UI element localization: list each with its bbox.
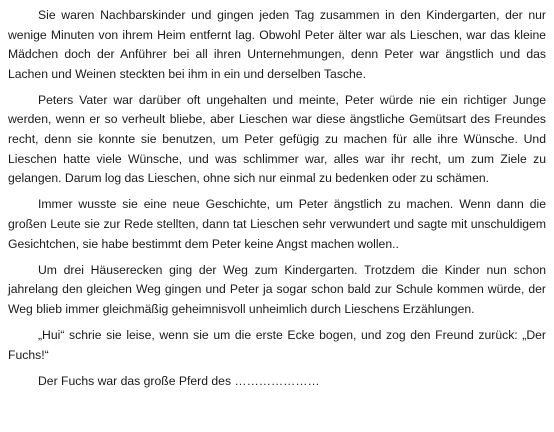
paragraph-2: Peters Vater war darüber oft ungehalten und meinte, Peter würde nie ein richtiger Junge werden, wenn er so verheult bliebe, aber Lieschen war diese ängstliche Gemütsart des Freundes recht, denn sie konnte sie benutzen, um Peter gefügig zu machen für alle ihre Wünsche. Und Lieschen hatte viele Wünsche, und was schlimmer war, alles war ihr recht, um zum Ziele zu gelangen. Darum log das Lieschen, ohne sich nur einmal zu bedenken oder zu schämen.	[8, 92, 546, 186]
paragraph-3: Immer wusste sie eine neue Geschichte, um Peter ängstlich zu machen. Wenn dann die großen Leute sie zur Rede stellten, dann tat Lieschen sehr verwundert und sagte mit unschuldigem Gesichtchen, sie habe bestimmt dem Peter keine Angst machen wollen..	[8, 197, 546, 251]
paragraph-4: Um drei Häuserecken ging der Weg zum Kindergarten. Trotzdem die Kinder nun schon jahrelang den gleichen Weg gingen und Peter ja sogar schon bald zur Schule kommen würde, der Weg blieb immer gleichmäßig geheimnisvoll unheimlich durch Lieschens Erzählungen.	[8, 262, 546, 316]
paragraph-1: Sie waren Nachbarskinder und gingen jeden Tag zusammen in den Kindergarten, der nur wenige Minuten von ihrem Heim entfernt lag. Obwohl Peter älter war als Lieschen, war das kleine Mädchen doch der Anführer bei all ihren Unternehmungen, denn Peter war ängstlich und das Lachen und Weinen steckten bei ihm in ein und derselben Tasche.	[8, 8, 546, 81]
paragraph-6: Der Fuchs war das große Pferd des …………………	[38, 373, 320, 388]
document-page	[8, 6, 546, 398]
paragraph-5: „Hui“ schrie sie leise, wenn sie um die erste Ecke bogen, und zog den Freund zurück: „Der Fuchs!“	[8, 327, 546, 362]
